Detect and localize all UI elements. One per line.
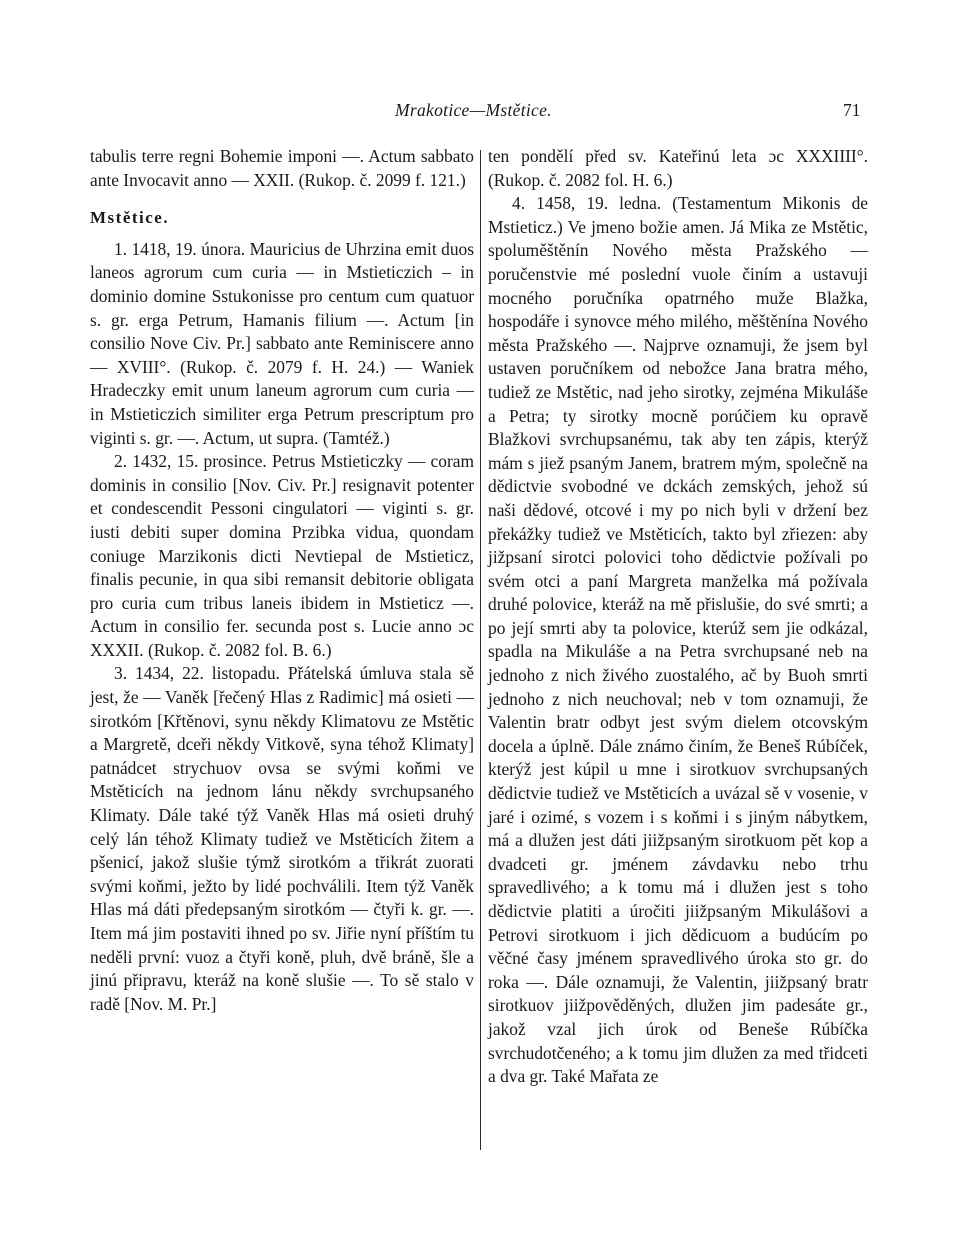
left-column (90, 145, 474, 1016)
intro-paragraph: tabulis terre regni Bohemie imponi —. Actum sabbato ante Invocavit anno — XXII. (Rukop. č. 2099 f. 121.) (90, 146, 474, 190)
section-heading: Mstětice. (90, 208, 170, 228)
entry-2: 2. 1432, 15. prosince. Petrus Mstieticzky — coram dominis in consilio [Nov. Civ. Pr.] resignavit potenter et condescendit Pessoni cingulatori — viginti s. gr. iusti debiti super domina Przibka vidua, quondam coniuge Marzikonis dicti Nevtiepal de Mstieticz, finalis pecunie, in qua sibi remansit debitorie obligata pro curia cum tribus laneis ibidem in Mstieticz —. Actum in consilio fer. secunda post s. Lucie anno ɔc XXXII. (Rukop. č. 2082 fol. B. 6.) (90, 451, 474, 660)
column-divider (480, 150, 481, 1150)
page-header (0, 100, 960, 130)
entry-3: 3. 1434, 22. listopadu. Přátelská úmluva stala sě jest, že — Vaněk [řečený Hlas z Radimic] má osieti — sirotkóm [Křtěnovi, synu někdy Klimatovu ze Mstětic a Margretě, dceři někdy Vitkově, syna téhož Klimaty] patnádcet strychuov ovsa se svými koňmi ve Mstěticích na jednom lánu někdy svrchupsaného Klimaty. Dále také týž Vaněk Hlas má osieti druhý celý lán téhož Klimaty tudiež ve Mstěticích žitem a pšenicí, jakož slušie týmž sirotkóm a třikrát zuorati svými koňmi, ježto by lidé pochválili. Item týž Vaněk Hlas má dáti předepsaným sirotkóm — čtyři k. gr. —. Item má jim postaviti ihned po sv. Jiřie nyní příštím tu neděli první: vuoz a čtyři koně, pluh, dvě bráně, šle a jinú připravu, kteráž na koně slušie —. To sě stalo v radě [Nov. M. Pr.] (90, 663, 474, 1014)
right-column (488, 145, 868, 1089)
entry-1: 1. 1418, 19. února. Mauricius de Uhrzina emit duos laneos agrorum cum curia — in Mstieticzich – in dominio domine Sstukonisse pro centum cum quatuor s. gr. erga Petrum, Hamanis filium —. Actum [in consilio Nove Civ. Pr.] sabbato ante Reminiscere anno — XVIII°. (Rukop. č. 2079 f. H. 24.) — Waniek Hradeczky emit unum laneum agrorum cum curia — in Mstieticzich similiter erga Petrum prescriptum pro viginti s. gr. —. Actum, ut supra. (Tamtéž.) (90, 238, 474, 448)
running-title: Mrakotice—Mstětice. (395, 100, 552, 120)
page-number: 71 (843, 100, 861, 120)
continuation-paragraph: ten pondělí před sv. Kateřinú leta ɔc XXXIIII°. (Rukop. č. 2082 fol. H. 6.) (488, 146, 868, 190)
entry-4: 4. 1458, 19. ledna. (Testamentum Mikonis de Mstieticz.) Ve jmeno božie amen. Já Mika ze Mstětic, spoluměštěnín Nového města Pražského — poručenstvie mé poslední vuole činím a ustavuji mocného poručníka opatrného muže Blažka, hospodáře i synovce mého milého, měštěnína Nového města Pražského —. Najprve oznamuji, že jsem byl ustaven poručníkem od nebožce Jana bratra mého, tudiež ze Mstětic, nad jeho sirotky, zejména Mikuláše a Petra; ty sirotky mocně porúčiem ku opravě Blažkovi svrchupsanému, tak aby ten zápis, kterýž mám s jiež psaným Janem, bratrem mým, společně na dědictvie svobodné ve dckách zemských, jehož sú naši dědové, otcové i my po nich byli v držení bez překážky tudiež ve Mstěticích, takto byl zřiezen: aby jižpsaní sirotci polovici toho dědictvie požívali po svém otci a paní Margreta manželka má požívala druhé polovice, kteráž na mě přislušie, do své smrti; a po její smrti aby ta polovice, kterúž sem jie odkázal, spadla na Mikuláše a na Petra svrchupsané neb na jednoho z nich živého zuostalého, ač by Buoh smrti jednoho z nich neuchoval; neb v tom oznamuji, že Valentin bratr odbyt jest svým dielem otcovským docela a úplně. Dále známo činím, že Beneš Rúbíček, kterýž jest kúpil u mne i sirotkuov svrchupsaných dědictvie tudiež ve Mstěticích a uvázal sě v vosenie, v jaré i ozimé, s vozem i s koňmi i s jiným nábytkem, má a dlužen jest dáti jiižpsaným sirotkuom pět kop a dvadceti gr. jménem závdavku nebo trhu spravedlivého; a k tomu má i dlužen jest s toho dědictvie platiti a úročiti jiižpsaným Mikulášovi a Petrovi sirotkuom i jich dědicuom a budúcím po věčné časy jménem spravedlivého úroka sto gr. do roka —. Dále oznamuji, že Valentin, jiižpsaný bratr sirotkuov jiižpověděných, dlužen jim padesáte gr., jakož vzal jich úrok od Beneše Rúbíčka svrchudotčeného; a k tomu jim dlužen za med třidceti a dva gr. Také Mařata ze (488, 193, 868, 1087)
